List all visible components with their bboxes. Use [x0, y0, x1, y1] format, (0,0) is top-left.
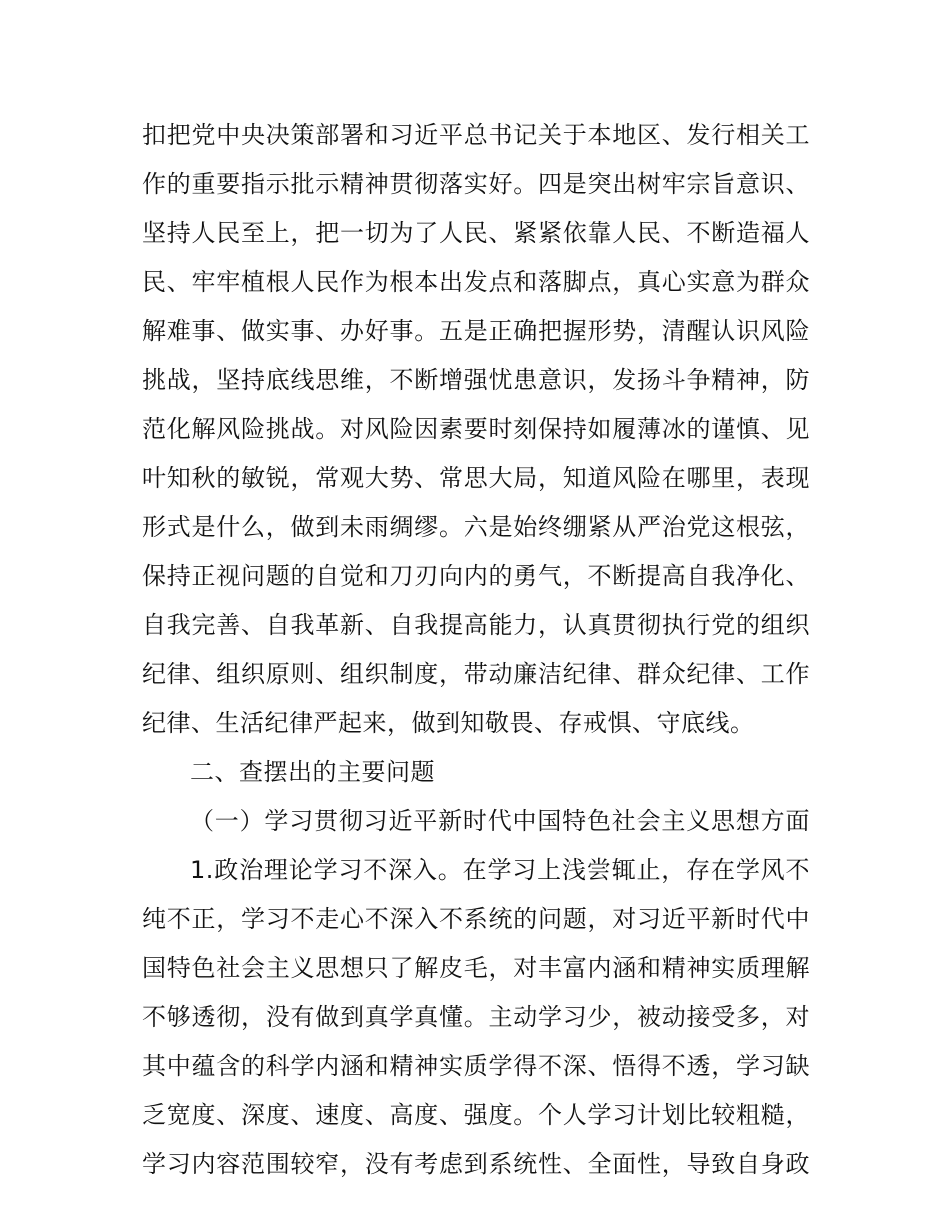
paragraph-line: 纯不正，学习不走心不深入不系统的问题，对习近平新时代中 — [142, 905, 810, 933]
paragraph-line: 形式是什么，做到未雨绸缪。六是始终绷紧从严治党这根弦， — [142, 513, 810, 541]
subsection-heading: （一）学习贯彻习近平新时代中国特色社会主义思想方面 — [190, 807, 810, 835]
paragraph-line: 乏宽度、深度、速度、高度、强度。个人学习计划比较粗糙， — [142, 1101, 810, 1129]
paragraph-line: 民、牢牢植根人民作为根本出发点和落脚点，真心实意为群众 — [142, 268, 810, 296]
paragraph-line: 纪律、组织原则、组织制度，带动廉洁纪律、群众纪律、工作 — [142, 660, 810, 688]
paragraph-line: 1.政治理论学习不深入。在学习上浅尝辄止，存在学风不 — [190, 856, 810, 884]
paragraph-line: 范化解风险挑战。对风险因素要时刻保持如履薄冰的谨慎、见 — [142, 415, 810, 443]
paragraph-line: 纪律、生活纪律严起来，做到知敬畏、存戒惧、守底线。 — [142, 709, 755, 737]
paragraph-line: 不够透彻，没有做到真学真懂。主动学习少，被动接受多，对 — [142, 1003, 810, 1031]
paragraph-line: 叶知秋的敏锐，常观大势、常思大局，知道风险在哪里，表现 — [142, 464, 810, 492]
paragraph-line: 国特色社会主义思想只了解皮毛，对丰富内涵和精神实质理解 — [142, 954, 810, 982]
paragraph-line: 坚持人民至上，把一切为了人民、紧紧依靠人民、不断造福人 — [142, 219, 810, 247]
paragraph-line: 学习内容范围较窄，没有考虑到系统性、全面性，导致自身政 — [142, 1150, 810, 1178]
paragraph-line: 扣把党中央决策部署和习近平总书记关于本地区、发行相关工 — [142, 121, 810, 149]
paragraph-line: 自我完善、自我革新、自我提高能力，认真贯彻执行党的组织 — [142, 611, 810, 639]
paragraph-line: 保持正视问题的自觉和刀刃向内的勇气，不断提高自我净化、 — [142, 562, 810, 590]
paragraph-line: 解难事、做实事、办好事。五是正确把握形势，清醒认识风险 — [142, 317, 810, 345]
section-heading: 二、查摆出的主要问题 — [190, 758, 435, 786]
paragraph-line: 挑战，坚持底线思维，不断增强忧患意识，发扬斗争精神，防 — [142, 366, 810, 394]
paragraph-line: 其中蕴含的科学内涵和精神实质学得不深、悟得不透，学习缺 — [142, 1052, 810, 1080]
paragraph-line: 作的重要指示批示精神贯彻落实好。四是突出树牢宗旨意识、 — [142, 170, 810, 198]
